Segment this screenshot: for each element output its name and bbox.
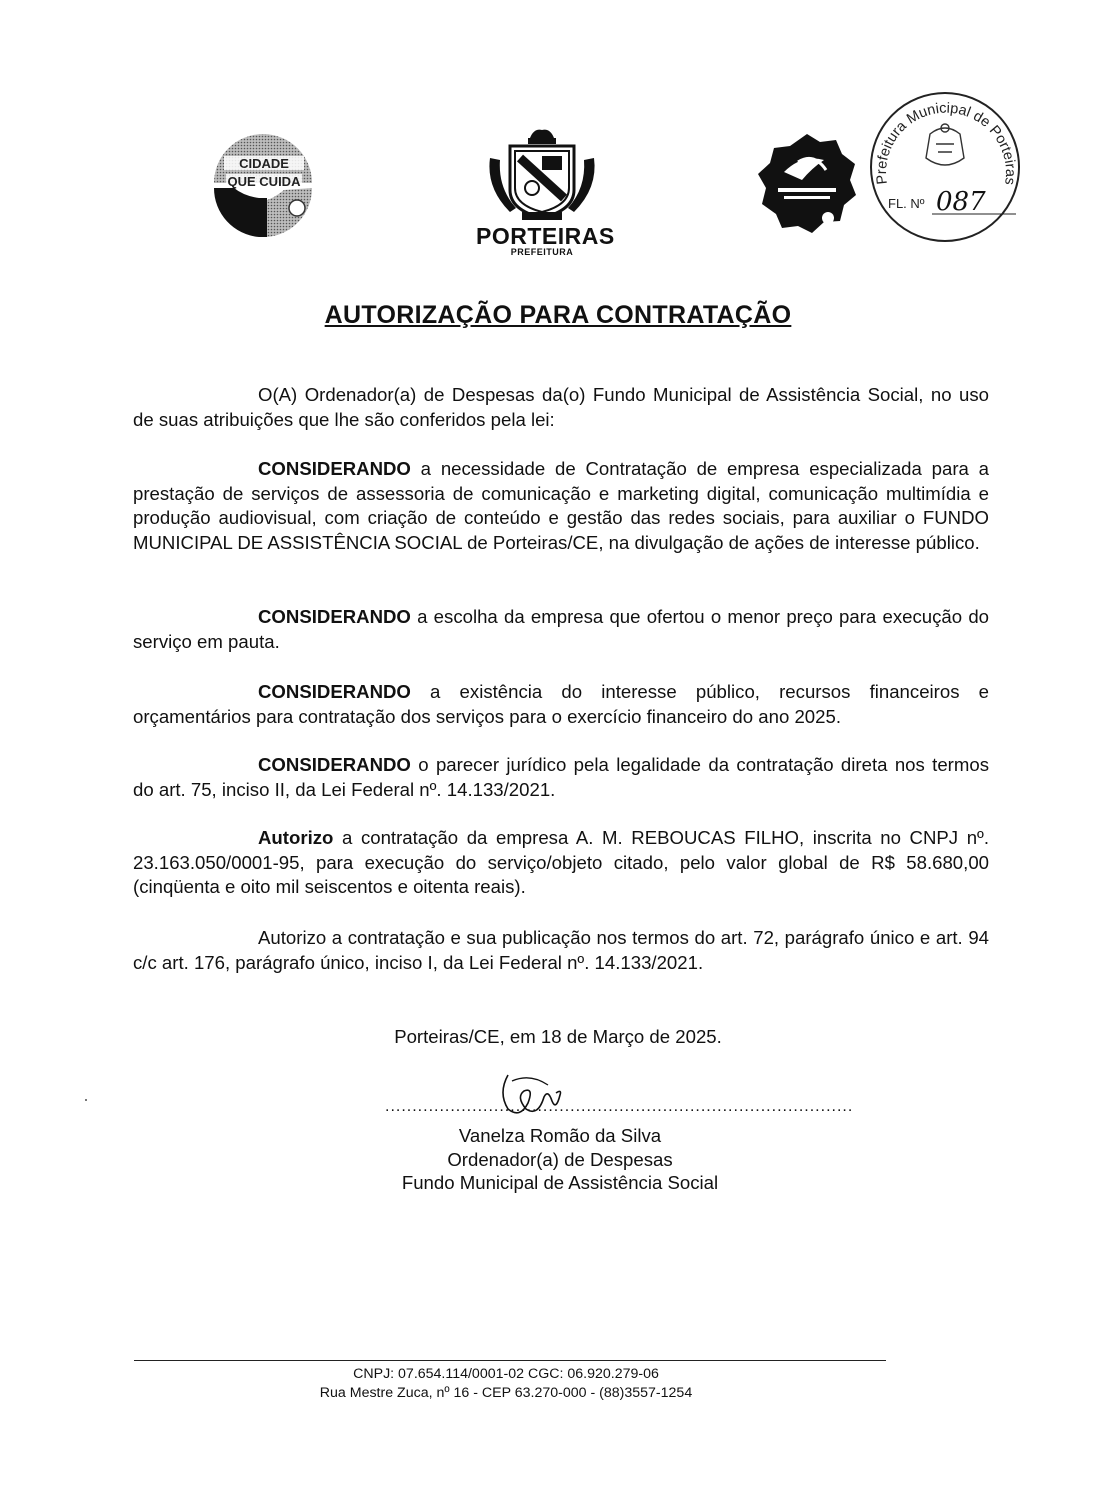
signature-line: ...................................................................................... <box>385 1098 854 1115</box>
footer <box>200 1365 812 1403</box>
considerando-label: CONSIDERANDO <box>258 681 411 702</box>
secretaria-seal-logo <box>754 132 860 236</box>
paragraph-publicacao <box>133 926 989 975</box>
cidade-que-cuida-logo <box>204 138 322 238</box>
porteiras-name: PORTEIRAS <box>476 223 615 249</box>
considerando-label: CONSIDERANDO <box>258 754 411 775</box>
considerando-label: CONSIDERANDO <box>258 606 411 627</box>
document-title: AUTORIZAÇÃO PARA CONTRATAÇÃO <box>324 301 792 329</box>
prefeitura-stamp <box>866 88 1024 246</box>
paragraph-text: o parecer jurídico pela legalidade da contratação direta nos termos do art. 75, inciso II, da Lei Federal nº. 14.133/2021. <box>133 754 989 800</box>
paragraph-autorizo <box>133 826 989 900</box>
stamp-fl-number: 087 <box>936 187 986 217</box>
paragraph-text: a necessidade de Contratação de empresa especializada para a prestação de serviços de assessoria de comunicação e marketing digital, comunicação multimídia e produção audiovisual, com criação de conteúdo e gestão das redes sociais, para auxiliar o FUNDO MUNICIPAL DE ASSISTÊNCIA SOCIAL de Porteiras/CE, na divulgação de ações de interesse público. <box>133 458 989 553</box>
paragraph-considerando-2 <box>133 605 989 654</box>
porteiras-subtitle: PREFEITURA <box>510 247 574 257</box>
paragraph-text: a contratação da empresa A. M. REBOUCAS FILHO, inscrita no CNPJ nº. 23.163.050/0001-95, para execução do serviço/objeto citado, pelo valor global de R$ 58.680,00 (cinqüenta e oito mil seiscentos e oitenta reais). <box>133 827 989 897</box>
stamp-text: Prefeitura Municipal de Porteiras <box>873 100 1019 186</box>
considerando-label: CONSIDERANDO <box>258 458 411 479</box>
signatory-block <box>300 1124 820 1195</box>
stamp-fl-label: FL. Nº <box>888 196 925 211</box>
porteiras-logo <box>476 128 615 257</box>
paragraph-text: a existência do interesse público, recursos financeiros e orçamentários para contratação dos serviços para o exercício financeiro do ano 2025. <box>133 681 989 727</box>
coat-of-arms-icon <box>482 128 602 224</box>
autorizo-label: Autorizo <box>258 827 334 848</box>
cidade-text-line1: CIDADE <box>239 156 289 171</box>
cidade-text-line2: QUE CUIDA <box>227 174 301 189</box>
scan-speck <box>85 1099 87 1101</box>
signatory-name: Vanelza Romão da Silva <box>458 1125 662 1146</box>
paragraph-considerando-1 <box>133 457 989 555</box>
signatory-role: Ordenador(a) de Despesas <box>447 1148 673 1170</box>
date-line: Porteiras/CE, em 18 de Março de 2025. <box>394 1026 722 1047</box>
footer-divider <box>134 1360 886 1361</box>
paragraph-text: a escolha da empresa que ofertou o menor preço para execução do serviço em pauta. <box>133 606 989 652</box>
paragraph-text: Autorizo a contratação e sua publicação nos termos do art. 72, parágrafo único e art. 94 c/c art. 176, parágrafo único, inciso I, da Lei Federal nº. 14.133/2021. <box>133 927 989 973</box>
paragraph-intro-text: O(A) Ordenador(a) de Despesas da(o) Fundo Municipal de Assistência Social, no uso de suas atribuições que lhe são conferidos pela lei: <box>133 384 989 430</box>
paragraph-considerando-3 <box>133 680 989 729</box>
footer-cnpj: CNPJ: 07.654.114/0001-02 CGC: 06.920.279-06 <box>353 1366 659 1382</box>
paragraph-considerando-4 <box>133 753 989 802</box>
signatory-entity: Fundo Municipal de Assistência Social <box>401 1172 719 1193</box>
paragraph-intro <box>133 383 989 432</box>
footer-address: Rua Mestre Zuca, nº 16 - CEP 63.270-000 - (88)3557-1254 <box>319 1385 693 1401</box>
